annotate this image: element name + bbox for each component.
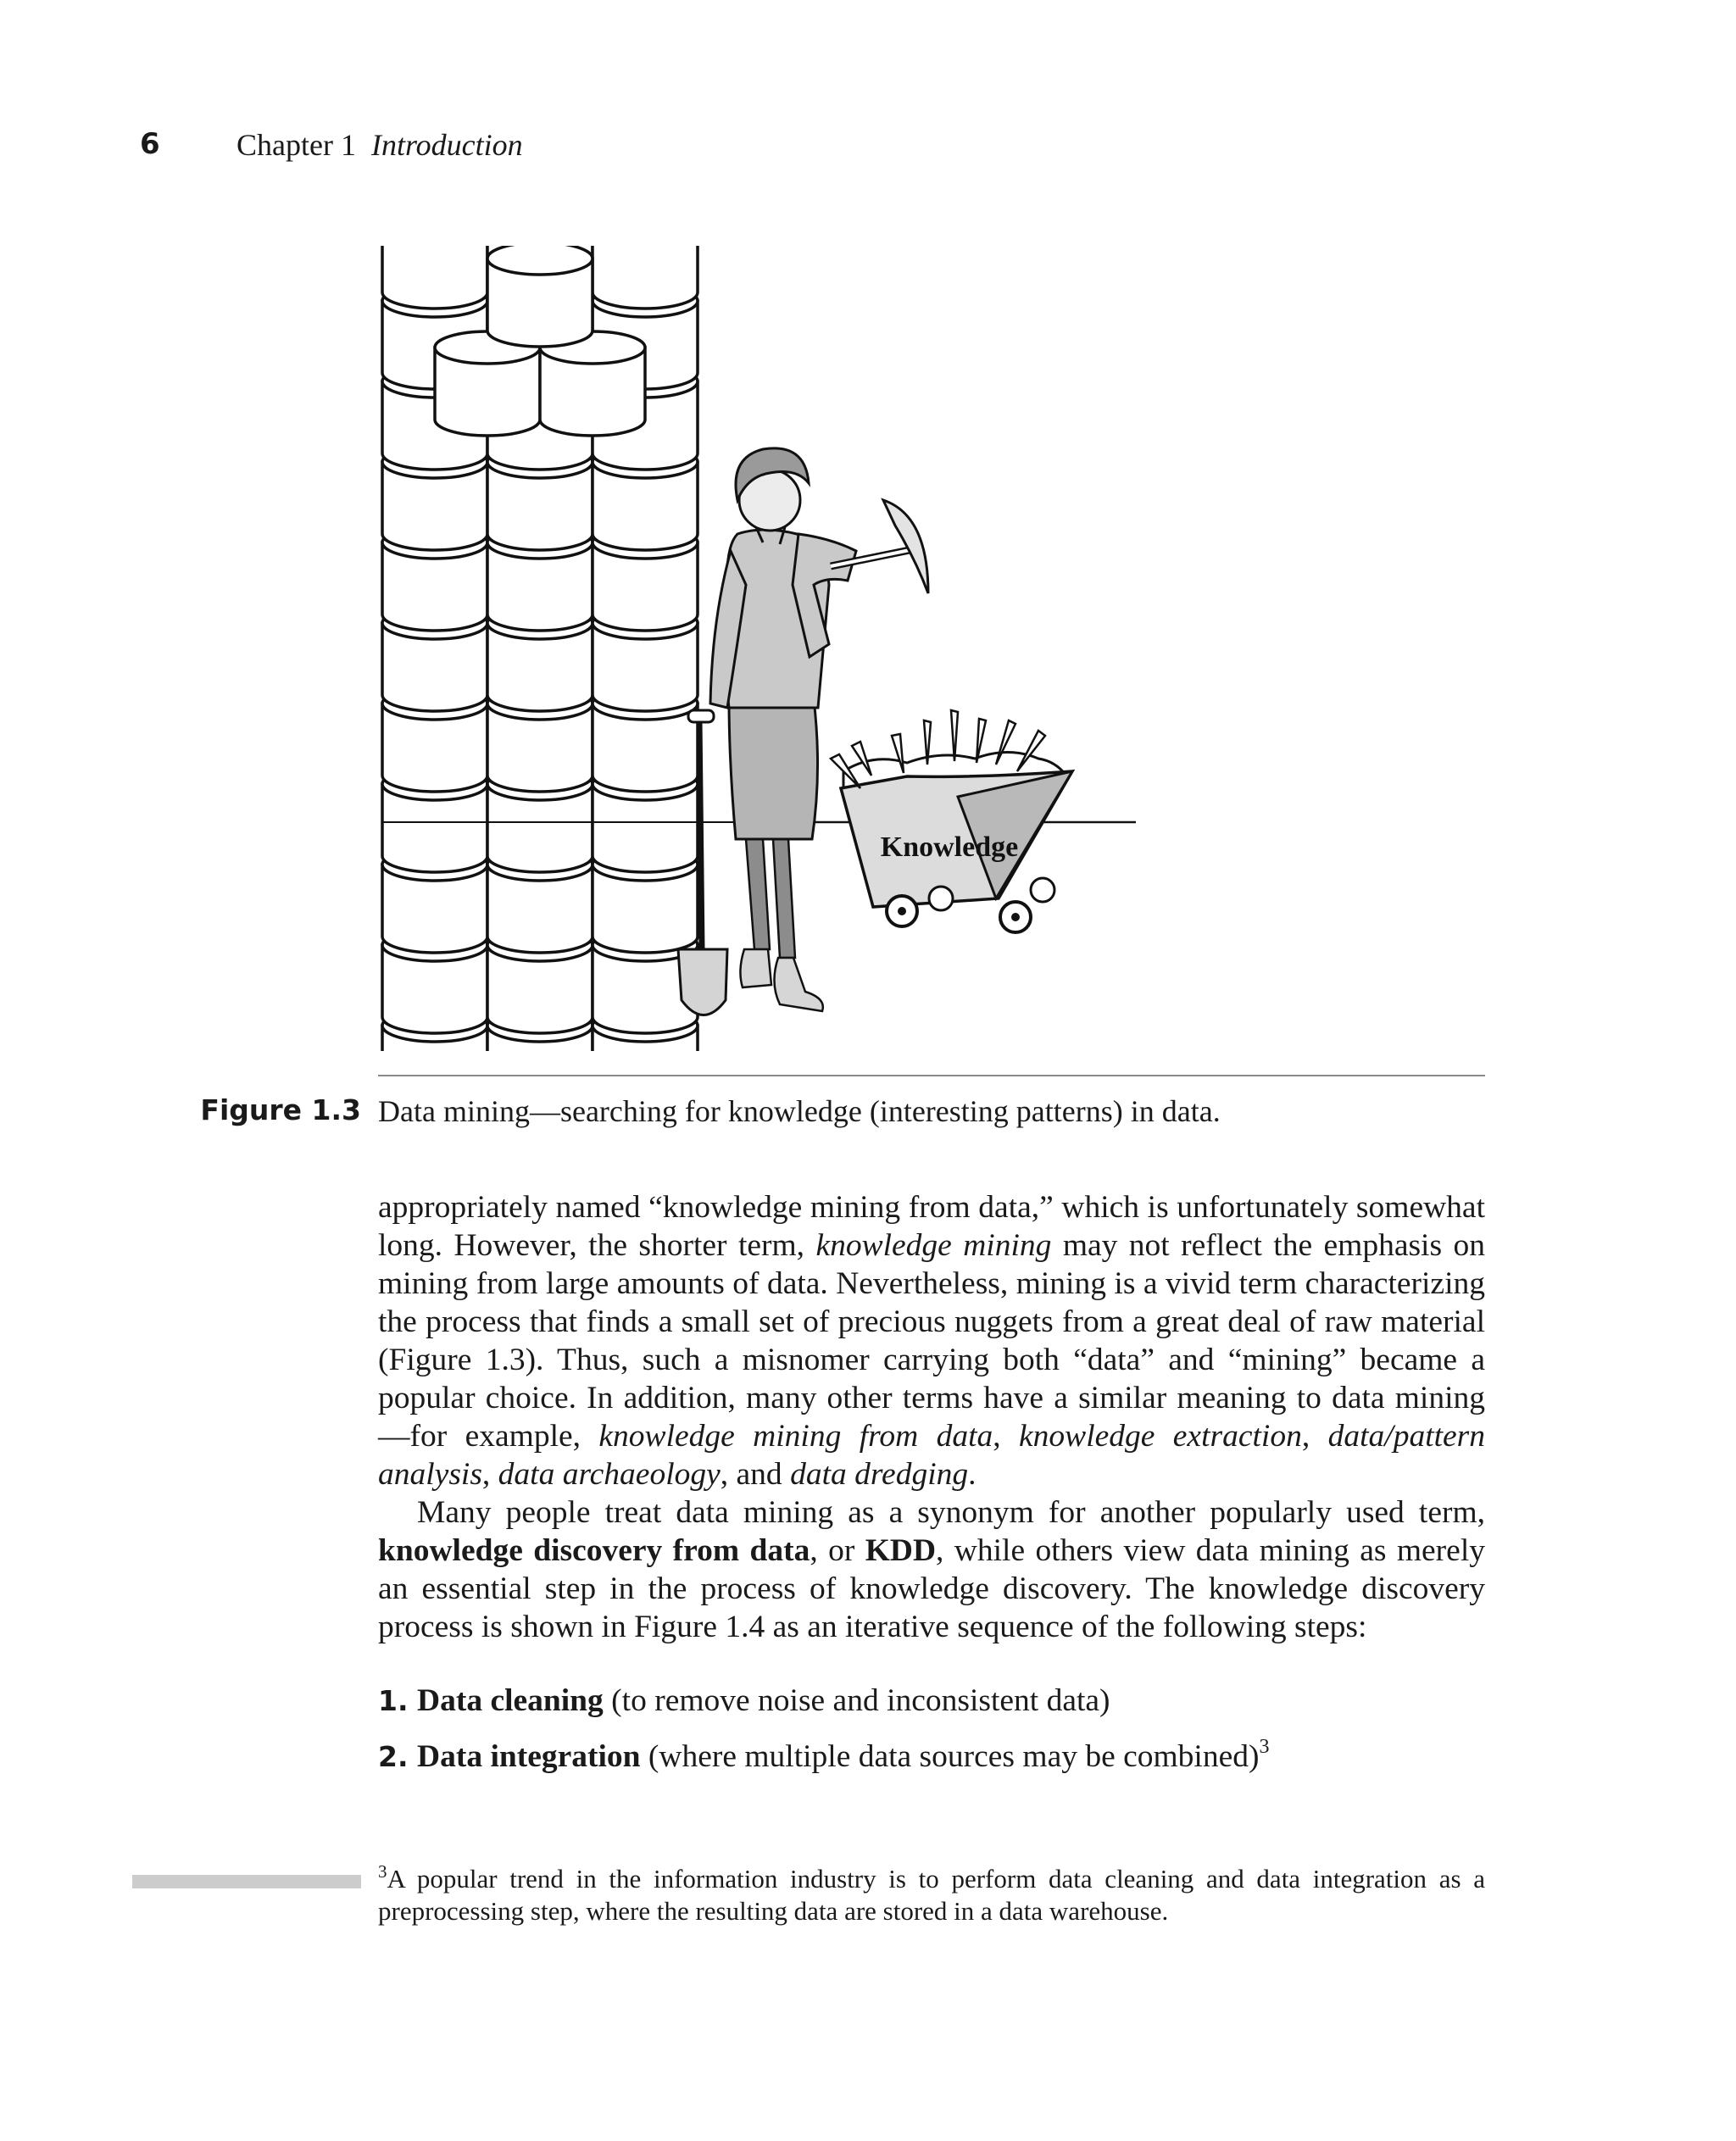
figure-caption-text: Data mining—searching for knowledge (interesting patterns) in data. <box>378 1094 1221 1128</box>
footnote <box>378 1863 1485 1927</box>
body-text <box>378 1188 1485 1646</box>
data-mining-illustration <box>364 246 1144 1051</box>
step-list <box>378 1682 1485 1794</box>
chapter-title: Introduction <box>370 128 523 162</box>
step-number: 2. <box>378 1740 409 1773</box>
list-item <box>378 1682 1485 1738</box>
footnote-ref[interactable]: 3 <box>1259 1736 1270 1758</box>
step-term: Data integration <box>417 1739 641 1774</box>
footnote-text: A popular trend in the information industry is to perform data cleaning and data integration as a preprocessing step, where the resulting data are stored in a data warehouse. <box>378 1864 1485 1926</box>
chapter-label: Chapter 1 <box>236 128 356 162</box>
step-description: (to remove noise and inconsistent data) <box>603 1683 1110 1718</box>
page-number: 6 <box>140 127 160 161</box>
paragraph: appropriately named “knowledge mining from data,” which is unfortunately somewhat long. However, the shorter term, knowledge mining may not reflect the emphasis on mining from large amounts of data. Nevertheless, mining is a vivid term characterizing the process that finds a small set of precious nuggets from a great deal of raw material (Figure 1.3). Thus, such a misnomer carrying both “data” and “mining” became a popular choice. In addition, many other terms have a similar meaning to data mining—for example, knowledge mining from data, knowledge extraction, data/pattern analysis, data archaeology, and data dredging. <box>378 1190 1486 1492</box>
footnote-bar <box>132 1875 361 1888</box>
cart-label: Knowledge <box>880 831 1019 863</box>
footnote-mark: 3 <box>378 1861 387 1882</box>
list-item <box>378 1738 1485 1794</box>
step-number: 1. <box>378 1684 409 1717</box>
figure-rule <box>378 1075 1485 1076</box>
knowledge-cart <box>841 753 1072 933</box>
woman-miner <box>710 448 856 1011</box>
paragraph: Many people treat data mining as a synonym for another popularly used term, knowledge discovery from data, or KDD, while others view data mining as merely an essential step in the process of knowledge discovery. The knowledge discovery process is shown in Figure 1.4 as an iterative sequence of the following steps: <box>378 1495 1485 1644</box>
chapter-heading <box>236 127 523 163</box>
figure-caption-label: Figure 1.3 <box>200 1093 361 1126</box>
step-description: (where multiple data sources may be combined) <box>640 1739 1260 1774</box>
step-term: Data cleaning <box>417 1683 604 1718</box>
